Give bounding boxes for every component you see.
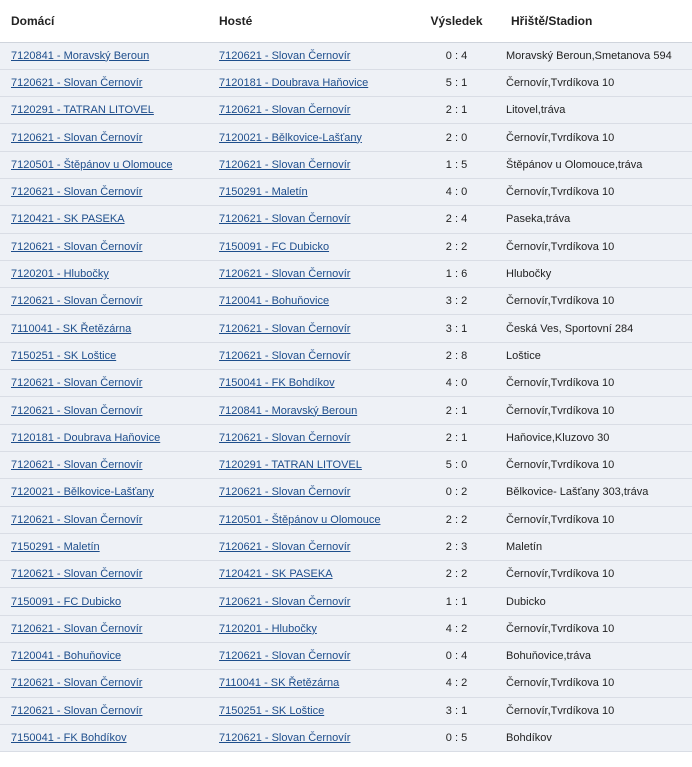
table-row xyxy=(0,561,692,588)
venue-cell: Paseka,tráva xyxy=(506,213,571,226)
table-row xyxy=(0,670,692,697)
venue-cell: Bohuňovice,tráva xyxy=(506,650,591,663)
home-team-link[interactable]: 7120181 - Doubrava Haňovice xyxy=(11,431,161,444)
away-team-cell xyxy=(208,206,413,233)
table-row xyxy=(0,42,692,69)
home-team-link[interactable]: 7120621 - Slovan Černovír xyxy=(11,404,143,417)
result-cell: 2 : 1 xyxy=(445,431,468,444)
away-team-link[interactable]: 7120621 - Slovan Černovír xyxy=(219,49,351,62)
away-team-cell xyxy=(208,479,413,506)
away-team-cell xyxy=(208,588,413,615)
away-team-cell xyxy=(208,151,413,178)
away-team-link[interactable]: 7120501 - Štěpánov u Olomouce xyxy=(219,513,381,526)
home-team-link[interactable]: 7120621 - Slovan Černovír xyxy=(11,459,143,472)
away-team-cell xyxy=(208,342,413,369)
venue-cell: Moravský Beroun,Smetanova 594 xyxy=(506,49,672,62)
venue-cell: Hlubočky xyxy=(506,268,552,281)
venue-cell: Černovír,Tvrdíkova 10 xyxy=(506,76,615,89)
away-team-link[interactable]: 7110041 - SK Řetězárna xyxy=(219,677,340,690)
away-team-cell xyxy=(208,178,413,205)
result-cell: 0 : 2 xyxy=(445,486,468,499)
away-team-cell xyxy=(208,670,413,697)
home-team-link[interactable]: 7150251 - SK Loštice xyxy=(11,349,117,362)
home-team-cell xyxy=(0,424,208,451)
away-team-link[interactable]: 7120291 - TATRAN LITOVEL xyxy=(219,459,362,472)
home-team-link[interactable]: 7110041 - SK Řetězárna xyxy=(11,322,132,335)
home-team-link[interactable]: 7150291 - Maletín xyxy=(11,540,100,553)
away-team-cell xyxy=(208,260,413,287)
home-team-link[interactable]: 7120621 - Slovan Černovír xyxy=(11,240,143,253)
home-team-cell xyxy=(0,288,208,315)
away-team-cell xyxy=(208,233,413,260)
home-team-cell xyxy=(0,233,208,260)
home-team-link[interactable]: 7120621 - Slovan Černovír xyxy=(11,186,143,199)
result-cell: 4 : 0 xyxy=(445,377,468,390)
table-row xyxy=(0,315,692,342)
header-result: Výsledek xyxy=(430,13,483,28)
result-cell: 2 : 1 xyxy=(445,104,468,117)
result-cell: 0 : 4 xyxy=(445,650,468,663)
home-team-link[interactable]: 7120621 - Slovan Černovír xyxy=(11,513,143,526)
away-team-link[interactable]: 7120621 - Slovan Černovír xyxy=(219,213,351,226)
home-team-cell xyxy=(0,124,208,151)
home-team-link[interactable]: 7120621 - Slovan Černovír xyxy=(11,704,143,717)
table-row xyxy=(0,615,692,642)
home-team-link[interactable]: 7120841 - Moravský Beroun xyxy=(11,49,150,62)
venue-cell: Bělkovice- Lašťany 303,tráva xyxy=(506,486,649,499)
home-team-cell xyxy=(0,42,208,69)
away-team-link[interactable]: 7120621 - Slovan Černovír xyxy=(219,732,351,745)
header-venue: Hřiště/Stadion xyxy=(511,13,593,28)
home-team-link[interactable]: 7120621 - Slovan Černovír xyxy=(11,677,143,690)
venue-cell: Dubicko xyxy=(506,595,546,608)
table-row xyxy=(0,397,692,424)
result-cell: 2 : 2 xyxy=(445,513,468,526)
home-team-link[interactable]: 7120621 - Slovan Černovír xyxy=(11,131,143,144)
home-team-cell xyxy=(0,670,208,697)
away-team-link[interactable]: 7150041 - FK Bohdíkov xyxy=(219,377,335,390)
venue-cell: Loštice xyxy=(506,349,541,362)
home-team-link[interactable]: 7120421 - SK PASEKA xyxy=(11,213,125,226)
home-team-cell xyxy=(0,506,208,533)
result-cell: 0 : 4 xyxy=(445,49,468,62)
venue-cell: Maletín xyxy=(506,540,543,553)
home-team-link[interactable]: 7120501 - Štěpánov u Olomouce xyxy=(11,158,173,171)
home-team-link[interactable]: 7120621 - Slovan Černovír xyxy=(11,377,143,390)
venue-cell: Haňovice,Kluzovo 30 xyxy=(506,431,610,444)
home-team-link[interactable]: 7120621 - Slovan Černovír xyxy=(11,295,143,308)
table-body xyxy=(0,42,692,752)
away-team-link[interactable]: 7120021 - Bělkovice-Lašťany xyxy=(219,131,362,144)
away-team-link[interactable]: 7120621 - Slovan Černovír xyxy=(219,431,351,444)
away-team-link[interactable]: 7120041 - Bohuňovice xyxy=(219,295,330,308)
away-team-cell xyxy=(208,697,413,724)
home-team-cell xyxy=(0,724,208,751)
venue-cell: Černovír,Tvrdíkova 10 xyxy=(506,704,615,717)
result-cell: 4 : 2 xyxy=(445,677,468,690)
table-row xyxy=(0,643,692,670)
venue-cell: Bohdíkov xyxy=(506,732,552,745)
result-cell: 4 : 2 xyxy=(445,622,468,635)
away-team-link[interactable]: 7120621 - Slovan Černovír xyxy=(219,158,351,171)
away-team-link[interactable]: 7120621 - Slovan Černovír xyxy=(219,650,351,663)
table-row xyxy=(0,588,692,615)
away-team-cell xyxy=(208,724,413,751)
venue-cell: Černovír,Tvrdíkova 10 xyxy=(506,513,615,526)
home-team-cell xyxy=(0,315,208,342)
result-cell: 2 : 8 xyxy=(445,349,468,362)
result-cell: 5 : 0 xyxy=(445,459,468,472)
home-team-cell xyxy=(0,533,208,560)
home-team-cell xyxy=(0,97,208,124)
header-home: Domácí xyxy=(11,13,55,28)
result-cell: 5 : 1 xyxy=(445,76,468,89)
home-team-cell xyxy=(0,260,208,287)
home-team-cell xyxy=(0,697,208,724)
table-row xyxy=(0,206,692,233)
table-row xyxy=(0,178,692,205)
venue-cell: Černovír,Tvrdíkova 10 xyxy=(506,377,615,390)
result-cell: 2 : 3 xyxy=(445,540,468,553)
venue-cell: Štěpánov u Olomouce,tráva xyxy=(506,158,643,171)
away-team-link[interactable]: 7120421 - SK PASEKA xyxy=(219,568,333,581)
result-cell: 2 : 4 xyxy=(445,213,468,226)
away-team-link[interactable]: 7120621 - Slovan Černovír xyxy=(219,540,351,553)
away-team-link[interactable]: 7120841 - Moravský Beroun xyxy=(219,404,358,417)
home-team-cell xyxy=(0,588,208,615)
result-cell: 4 : 0 xyxy=(445,186,468,199)
home-team-cell xyxy=(0,397,208,424)
venue-cell: Česká Ves, Sportovní 284 xyxy=(506,322,634,335)
away-team-link[interactable]: 7150091 - FC Dubicko xyxy=(219,240,330,253)
home-team-link[interactable]: 7120621 - Slovan Černovír xyxy=(11,622,143,635)
table-row xyxy=(0,451,692,478)
home-team-cell xyxy=(0,370,208,397)
result-cell: 3 : 1 xyxy=(445,322,468,335)
table-row xyxy=(0,288,692,315)
away-team-link[interactable]: 7120181 - Doubrava Haňovice xyxy=(219,76,369,89)
away-team-link[interactable]: 7120621 - Slovan Černovír xyxy=(219,349,351,362)
away-team-cell xyxy=(208,397,413,424)
away-team-cell xyxy=(208,315,413,342)
table-row xyxy=(0,370,692,397)
away-team-cell xyxy=(208,451,413,478)
away-team-cell xyxy=(208,69,413,96)
table-row xyxy=(0,260,692,287)
table-row xyxy=(0,233,692,260)
home-team-cell xyxy=(0,561,208,588)
home-team-cell xyxy=(0,178,208,205)
away-team-link[interactable]: 7150251 - SK Loštice xyxy=(219,704,325,717)
table-row xyxy=(0,697,692,724)
away-team-link[interactable]: 7120201 - Hlubočky xyxy=(219,622,317,635)
home-team-link[interactable]: 7120621 - Slovan Černovír xyxy=(11,76,143,89)
table-row xyxy=(0,506,692,533)
result-cell: 1 : 5 xyxy=(445,158,468,171)
home-team-link[interactable]: 7120201 - Hlubočky xyxy=(11,268,109,281)
venue-cell: Černovír,Tvrdíkova 10 xyxy=(506,186,615,199)
home-team-cell xyxy=(0,451,208,478)
home-team-link[interactable]: 7120291 - TATRAN LITOVEL xyxy=(11,104,154,117)
table-row xyxy=(0,424,692,451)
result-cell: 2 : 1 xyxy=(445,404,468,417)
result-cell: 3 : 1 xyxy=(445,704,468,717)
result-cell: 2 : 2 xyxy=(445,240,468,253)
away-team-link[interactable]: 7120621 - Slovan Černovír xyxy=(219,322,351,335)
result-cell: 0 : 5 xyxy=(445,732,468,745)
away-team-cell xyxy=(208,533,413,560)
venue-cell: Černovír,Tvrdíkova 10 xyxy=(506,459,615,472)
away-team-cell xyxy=(208,97,413,124)
result-cell: 3 : 2 xyxy=(445,295,468,308)
venue-cell: Černovír,Tvrdíkova 10 xyxy=(506,677,615,690)
table-row xyxy=(0,342,692,369)
home-team-cell xyxy=(0,151,208,178)
home-team-cell xyxy=(0,479,208,506)
table-row xyxy=(0,724,692,751)
venue-cell: Černovír,Tvrdíkova 10 xyxy=(506,240,615,253)
away-team-cell xyxy=(208,643,413,670)
table-row xyxy=(0,479,692,506)
away-team-cell xyxy=(208,561,413,588)
home-team-cell xyxy=(0,615,208,642)
away-team-cell xyxy=(208,42,413,69)
home-team-link[interactable]: 7120621 - Slovan Černovír xyxy=(11,568,143,581)
away-team-link[interactable]: 7120621 - Slovan Černovír xyxy=(219,104,351,117)
away-team-link[interactable]: 7120621 - Slovan Černovír xyxy=(219,486,351,499)
venue-cell: Černovír,Tvrdíkova 10 xyxy=(506,568,615,581)
venue-cell: Černovír,Tvrdíkova 10 xyxy=(506,295,615,308)
table-row xyxy=(0,69,692,96)
home-team-link[interactable]: 7150041 - FK Bohdíkov xyxy=(11,732,127,745)
home-team-link[interactable]: 7120021 - Bělkovice-Lašťany xyxy=(11,486,154,499)
away-team-cell xyxy=(208,370,413,397)
home-team-cell xyxy=(0,342,208,369)
result-cell: 1 : 6 xyxy=(445,268,468,281)
away-team-link[interactable]: 7120621 - Slovan Černovír xyxy=(219,268,351,281)
header-away: Hosté xyxy=(219,13,253,28)
away-team-link[interactable]: 7150291 - Maletín xyxy=(219,186,308,199)
away-team-link[interactable]: 7120621 - Slovan Černovír xyxy=(219,595,351,608)
venue-cell: Litovel,tráva xyxy=(506,104,566,117)
away-team-cell xyxy=(208,424,413,451)
home-team-link[interactable]: 7150091 - FC Dubicko xyxy=(11,595,122,608)
result-cell: 1 : 1 xyxy=(445,595,468,608)
away-team-cell xyxy=(208,506,413,533)
venue-cell: Černovír,Tvrdíkova 10 xyxy=(506,404,615,417)
table-row xyxy=(0,124,692,151)
away-team-cell xyxy=(208,615,413,642)
venue-cell: Černovír,Tvrdíkova 10 xyxy=(506,131,615,144)
venue-cell: Černovír,Tvrdíkova 10 xyxy=(506,622,615,635)
result-cell: 2 : 2 xyxy=(445,568,468,581)
header-row xyxy=(0,0,692,42)
home-team-cell xyxy=(0,69,208,96)
table-row xyxy=(0,151,692,178)
away-team-cell xyxy=(208,124,413,151)
home-team-cell xyxy=(0,206,208,233)
table-row xyxy=(0,97,692,124)
table-header xyxy=(0,0,692,42)
result-cell: 2 : 0 xyxy=(445,131,468,144)
away-team-cell xyxy=(208,288,413,315)
home-team-link[interactable]: 7120041 - Bohuňovice xyxy=(11,650,122,663)
table-row xyxy=(0,533,692,560)
home-team-cell xyxy=(0,643,208,670)
